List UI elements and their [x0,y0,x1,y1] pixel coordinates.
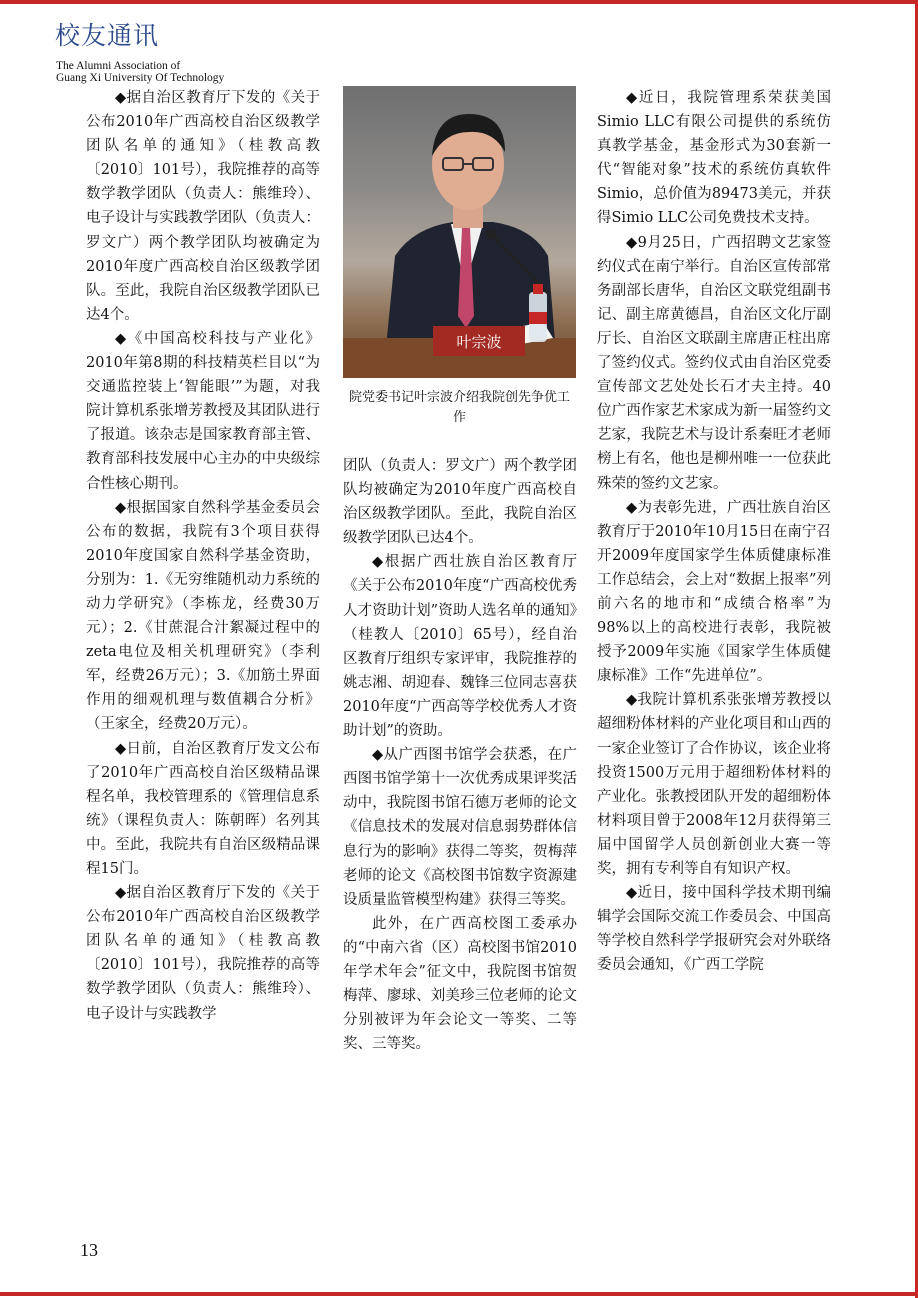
article-column-3 [597,86,831,1204]
news-item: ◆日前，自治区教育厅发文公布了2010年广西高校自治区级精品课程名单，我校管理系的《管理信息系统》（课程负责人：陈朝晖）名列其中。至此，我院共有自治区级精品课程15门。 [86,740,320,877]
news-item: ◆从广西图书馆学会获悉，在广西图书馆学第十一次优秀成果评奖活动中，我院图书馆石德万老师的论文《信息技术的发展对信息弱势群体信息行为的影响》获得二等奖，贺梅萍老师的论文《高校图书馆数字资源建设质量监管模型构建》获得三等奖。 [343,747,577,908]
news-item: ◆为表彰先进，广西壮族自治区教育厅于2010年10月15日在南宁召开2009年度国家学生体质健康标准工作总结会，会上对“数据上报率”列前六名的地市和“成绩合格率”为98%以上的高校进行表彰，我院被授予2009年实施《国家学生体质健康标准》工作“先进单位”。 [597,499,831,685]
speaker-photo [343,86,576,378]
bottom-border [0,1292,918,1296]
masthead-subtitle-line1: The Alumni Association of [56,60,181,72]
top-border [0,0,918,4]
news-item: ◆据自治区教育厅下发的《关于公布2010年广西高校自治区级教学团队名单的通知》（桂教高教〔2010〕101号），我院推荐的高等数学教学团队（负责人：熊维玲）、电子设计与实践教学团队（负责人：罗文广）两个教学团队均被确定为2010年度广西高校自治区级教学团队。至此，我院自治区级教学团队已达4个。 [86,90,320,323]
article-column-2 [343,454,577,1194]
news-item: ◆9月25日，广西招聘文艺家签约仪式在南宁举行。自治区宣传部常务副部长唐华，自治区文联党组副书记、副主席黄德昌，自治区文化厅副厅长、自治区文联副主席唐正柱出席了签约仪式。签约仪式由自治区党委宣传部文艺处处长石才夫主持。40位广西作家艺术家成为新一届签约文艺家，我院艺术与设计系秦旺才老师榜上有名，他也是柳州唯一一位获此殊荣的签约文艺家。 [597,234,831,492]
page-number: 13 [80,1240,98,1260]
photo-caption: 院党委书记叶宗波介绍我院创先争优工作 [348,390,570,425]
news-item: 团队（负责人：罗文广）两个教学团队均被确定为2010年度广西高校自治区级教学团队。至此，我院自治区级教学团队已达4个。 [343,458,577,547]
news-item: ◆《中国高校科技与产业化》2010年第8期的科技精英栏目以“为交通监控装上‘智能眼’”为题，对我院计算机系张增芳教授及其团队进行了报道。该杂志是国家教育部主管、教育部科技发展中心主办的中央级综合性核心期刊。 [86,330,320,492]
news-item: ◆我院计算机系张张增芳教授以超细粉体材料的产业化项目和山西的一家企业签订了合作协议，该企业将投资1500万元用于超细粉体材料的产业化。张教授团队开发的超细粉体材料项目曾于2008年12月获得第三届中国留学人员创新创业大赛一等奖，拥有专利等自有知识产权。 [597,692,831,877]
speaker-illustration [343,86,576,378]
news-item: ◆近日，接中国科学技术期刊编辑学会国际交流工作委员会、中国高等学校自然科学学报研究会对外联络委员会通知，《广西工学院 [597,885,831,974]
article-column-1 [86,86,320,1204]
nameplate-text: 叶宗波 [456,333,502,351]
news-item: ◆据自治区教育厅下发的《关于公布2010年广西高校自治区级教学团队名单的通知》（桂教高教〔2010〕101号），我院推荐的高等数学教学团队（负责人：熊维玲）、电子设计与实践教学 [86,885,320,1022]
news-item: ◆根据国家自然科学基金委员会公布的数据，我院有3个项目获得2010年度国家自然科学基金资助，分别为：1.《无穷维随机动力系统的动力学研究》（李栋龙，经费30万元）；2.《甘蔗混合汁絮凝过程中的zeta电位及相关机理研究》（李利军，经费26万元）；3.《加筋土界面作用的细观机理与数值耦合分析》（王家全，经费20万元）。 [86,499,320,733]
masthead-subtitle-line2: Guang Xi University Of Technology [56,72,225,84]
news-item: ◆近日，我院管理系荣获美国Simio LLC有限公司提供的系统仿真教学基金，基金形式为30套新一代“智能对象”技术的系统仿真软件Simio，总价值为89473美元，并获得Simio LLC公司免费技术支持。 [597,90,831,227]
masthead-subtitle [56,60,224,84]
masthead-title: 校友通讯 [55,21,160,50]
news-item: 此外，在广西高校图工委承办的“中南六省（区）高校图书馆2010年学术年会”征文中，我院图书馆贺梅萍、廖球、刘美珍三位老师的论文分别被评为年会论文一等奖、二等奖、三等奖。 [343,915,577,1053]
news-item: ◆根据广西壮族自治区教育厅《关于公布2010年度“广西高校优秀人才资助计划”资助人选名单的通知》（桂教人〔2010〕65号），经自治区教育厅组织专家评审，我院推荐的姚志湘、胡迎春、魏锋三位同志喜获2010年度“广西高等学校优秀人才资助计划”的资助。 [343,554,577,740]
